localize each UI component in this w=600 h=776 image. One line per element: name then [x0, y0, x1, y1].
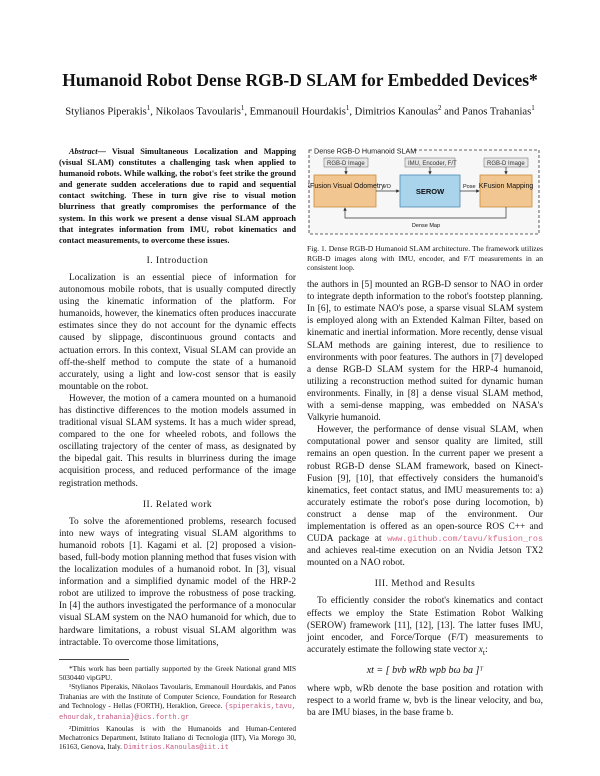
state-var: x	[478, 644, 483, 655]
author-affiliation: 1	[345, 104, 350, 112]
footnote-divider	[59, 659, 129, 660]
abstract-text: — Visual Simultaneous Localization and Mapping (visual SLAM) constitutes a challenging task when applied to humanoid robots. While walking, the robot's feet strike the ground and generate sudden accelerations due to rapid and sequential contact switching. These in turn give rise to visual motion blurriness that greatly compromises the performance of the system. In this work we present a dense visual SLAM approach that integrates information from IMU, robot kinematics and contact measurements, to overcome these issues.	[59, 147, 296, 245]
paragraph: the authors in [5] mounted an RGB-D sensor to NAO in order to integrate depth information to the robot's footstep planning. In [6], to estimate NAO's pose, a sparse visual SLAM system is employed along with an Extended Kalman Filter, based on kinematic and inertial information. More recently, dense visual SLAM methods are gaining interest, due to resilience to environments with poor features. The authors in [7] developed a dense RGB-D SLAM system for the HRP-4 humanoid, utilizing a reconstruction method suited for dynamic human environments. Finally, in [8] a dense visual SLAM method, with a semi-dense mapping, was embedded on NASA's Valkyrie humanoid.	[307, 280, 543, 424]
author-sep: ,	[244, 106, 250, 118]
rgbd-label-right: RGB-D Image	[487, 161, 525, 167]
dense-map-label: Dense Map	[411, 223, 441, 229]
paragraph	[307, 424, 543, 569]
equation: xt = [ bvb wRb wpb bω ba ]ᵀ	[366, 664, 484, 676]
footnote-text: ²Dimitrios Kanoulas is with the Humanoids and Human-Centered Mechatronics Department, Istituto Italiano di Tecnologia (IIT), Via Morego 30, 16163, Genova, Italy.	[59, 723, 296, 752]
architecture-diagram	[308, 146, 540, 240]
abstract	[59, 146, 296, 246]
imu-label: IMU, Encoder, F/T	[408, 161, 457, 167]
author-sep: ,	[349, 106, 355, 118]
paragraph-text: However, the performance of dense visual SLAM, when computational power and sensor quality are limited, still remains an open question. In the current paper we present a robust RGB-D dense SLAM framework, based on Kinect-Fusion [9], [10], that effectively considers the humanoid's kinematics, feet contact status, and IMU measurements to: a) accurately estimate the robot's pose during locomotion, b) construct a dense map of the environment. Our implementation is offered as an open-source ROS C++ and CUDA package at	[307, 425, 543, 545]
abstract-label: Abstract	[69, 147, 98, 156]
rgbd-label-left: RGB-D Image	[327, 161, 365, 167]
state-var-sub: t	[482, 647, 486, 657]
figure-1	[308, 146, 540, 240]
section-heading-introduction: I. Introduction	[146, 255, 209, 266]
section-heading-method: III. Method and Results	[374, 579, 476, 590]
author-affiliation: 1	[240, 104, 245, 112]
repository-link[interactable]: www.github.com/tavu/kfusion_ros	[387, 534, 543, 545]
paragraph: However, the motion of a camera mounted on a humanoid has distinctive differences to the motion models assumed in traditional visual SLAM systems. It has a much wider spread, compared to the one for wheeled robots, and follows the oscillating trajectory of the center of mass, as designated by the bipedal gait. This results in blurriness during the image acquisition process, and reduced performance of the image registration methods.	[59, 393, 296, 489]
paragraph: To solve the aforementioned problems, research focused into new ways of integrating visual SLAM algorithms to humanoid robots [1]. Kagami et al. [2] proposed a vision-based, full-body motion planning method that fuses vision with the localization modules of a humanoid robot. In [3], visual information and a simplified dynamic model of the HRP-2 robot are utilized to improve the robustness of pose tracking. In [4] the authors investigated the performance of a monocular visual SLAM system on the NAO humanoid for which, due to hardware limitations, a robust visual SLAM algorithm was intractable. To overcome those limitations,	[59, 516, 296, 648]
paragraph: To efficiently consider the robot's kinematics and contact effects we employ the State Estimation Robot Walking (SEROW) framework [11], [12], [13]. The latter fuses IMU, joint encoder, and Force/Torque (F/T) measurements to accurately estimate the following state vector $x_t$:	[307, 596, 543, 657]
right-column	[307, 146, 543, 719]
paragraph-text: and achieves real-time execution on an Nvidia Jetson TX2 mounted on a NAO robot.	[307, 546, 543, 569]
author-affiliation: 1	[146, 104, 151, 112]
author-list	[0, 104, 600, 118]
author-sep: ,	[150, 106, 156, 118]
footnote: *This work has been partially supported by the Greek National grand MIS 5030440 vipGPU.	[59, 663, 296, 683]
outer-label: Dense RGB-D Humanoid SLAM	[314, 146, 417, 156]
section-heading-related-work: II. Related work	[142, 499, 213, 510]
author-name: Nikolaos Tavoularis	[155, 106, 241, 118]
author-sep: and	[441, 106, 463, 118]
paragraph-text: To efficiently consider the robot's kinematics and contact effects we employ the State Estimation Robot Walking (SEROW) framework [11], [12], [13]. The latter fuses IMU, joint encoder, and Force/Torque (F/T) measurements to accurately estimate the following state vector	[307, 596, 543, 655]
paper-title: Humanoid Robot Dense RGB-D SLAM for Embedded Devices*	[62, 70, 538, 90]
kfusion-mapping-label: KFusion Mapping	[478, 183, 534, 190]
author-name: Dimitrios Kanoulas	[354, 106, 438, 118]
author-name: Panos Trahanias	[462, 106, 532, 118]
author-name: Stylianos Piperakis	[65, 106, 147, 118]
paragraph: Localization is an essential piece of information for autonomous mobile robots, that is usually computed directly using the kinematic information of the platform. For humanoids, however, the kinematics often produces inaccurate estimates since they do not account for the dynamic effects caused by slippage, discontinuous ground contacts and actuation errors. In this context, Visual SLAM can provide an off-the-shelf method to compute the state of a humanoid accurately, using a light and low-cost sensor that is easily mountable on the robot.	[59, 272, 296, 392]
left-column	[59, 146, 296, 753]
figure-caption: Fig. 1. Dense RGB-D Humanoid SLAM architecture. The framework utilizes RGB-D images along with IMU, encoder, and F/T measurements in an consistent loop.	[307, 244, 543, 273]
author-name: Emmanouil Hourdakis	[249, 106, 346, 118]
serow-label: SEROW	[415, 187, 445, 196]
kfusion-odometry-label: KFusion Visual Odometry	[308, 183, 385, 190]
footnote-email: Dimitrios.Kanoulas@iit.it	[123, 744, 229, 753]
pose-label: Pose	[463, 184, 476, 190]
author-affiliation: 1	[531, 104, 535, 112]
footnote	[59, 682, 296, 723]
footnote	[59, 724, 296, 754]
paragraph: where wpb, wRb denote the base position and rotation with respect to a world frame w, bvb is the linear velocity, and bω, ba are IMU biases, in the base frame b.	[307, 683, 543, 719]
footnote-text: ¹Stylianos Piperakis, Nikolaos Tavoularis, Emmanouil Hourdakis, and Panos Trahanias are with the Institute of Computer Science, Foundation for Research and Technology - Hellas (FORTH), Heraklion, Greece.	[59, 682, 296, 710]
kfusion-odometry-box	[314, 175, 376, 207]
footnote-email: {spiperakis,tavu, ehourdak,trahania}@ics.forth.gr	[59, 702, 296, 723]
vo-label: VO	[383, 184, 391, 190]
kfusion-mapping-box	[480, 175, 532, 207]
author-affiliation: 2	[437, 104, 442, 112]
